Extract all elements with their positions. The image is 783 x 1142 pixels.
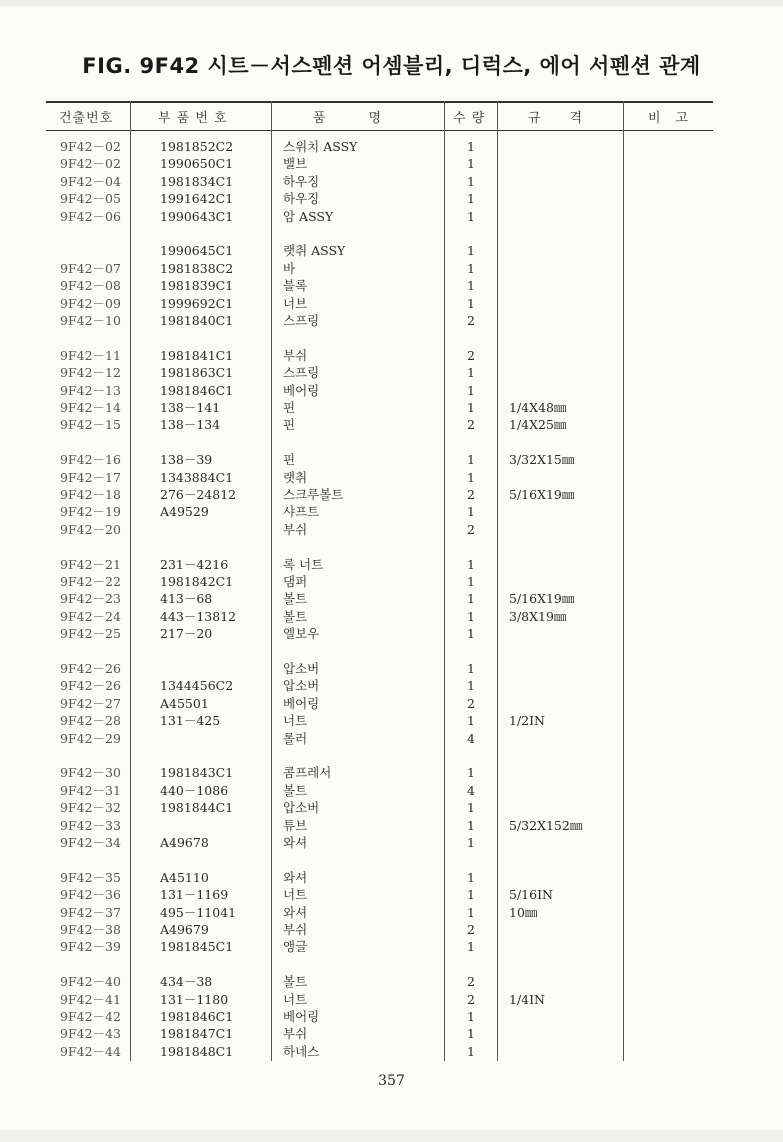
part-number-cell: A49678	[160, 835, 209, 850]
part-number-cell: 1981843C1	[160, 765, 234, 781]
figure-number-cell: 9F42－09	[60, 295, 121, 311]
part-name-cell: 바	[283, 260, 296, 276]
part-name-cell: 엘보우	[283, 626, 320, 642]
part-number-cell: 1981848C1	[160, 1043, 234, 1059]
part-number-cell: A49679	[160, 922, 209, 937]
quantity-cell: 2	[467, 487, 475, 502]
part-name-cell: 스크루볼트	[283, 487, 344, 502]
quantity-cell: 1	[467, 678, 475, 694]
quantity-cell: 1	[467, 904, 475, 920]
part-number-cell: 1981863C1	[160, 365, 234, 381]
figure-number-cell: 9F42－07	[60, 260, 121, 276]
part-name-cell: 부쉬	[283, 1026, 308, 1042]
spec-cell: 3/8X19㎜	[509, 608, 567, 624]
part-name-cell: 암 ASSY	[283, 208, 334, 224]
part-number-cell: 131－1169	[160, 887, 229, 903]
quantity-cell: 2	[467, 521, 475, 537]
part-name-cell: 랫취	[283, 469, 308, 485]
part-name-cell: 부쉬	[283, 922, 308, 937]
part-number-cell: 1344456C2	[160, 678, 234, 694]
part-number-cell: 131－425	[160, 713, 221, 729]
figure-number-cell: 9F42－38	[60, 922, 121, 937]
quantity-cell: 1	[467, 365, 475, 381]
quantity-cell: 2	[467, 922, 475, 937]
quantity-cell: 1	[467, 556, 475, 572]
part-number-cell: 1981842C1	[160, 574, 234, 589]
page-top-edge	[0, 0, 783, 6]
figure-number-cell: 9F42－11	[60, 347, 121, 363]
column-divider	[130, 101, 131, 1061]
figure-number-cell: 9F42－26	[60, 678, 121, 694]
part-number-cell: 138－39	[160, 452, 213, 468]
quantity-cell: 1	[467, 1043, 475, 1059]
part-number-cell: A49529	[160, 504, 209, 520]
figure-number-cell: 9F42－22	[60, 574, 121, 589]
part-number-cell: 1981846C1	[160, 382, 234, 398]
figure-number-cell: 9F42－14	[60, 400, 121, 415]
spec-cell: 5/16X19㎜	[509, 591, 575, 607]
figure-number-cell: 9F42－30	[60, 765, 121, 781]
part-number-cell: 1981846C1	[160, 1009, 234, 1024]
page-title: FIG. 9F42 시트－서스펜션 어셈블리, 디럭스, 에어 서펜션 관계	[82, 54, 701, 78]
part-number-cell: 131－1180	[160, 991, 229, 1007]
figure-number-cell: 9F42－13	[60, 382, 121, 398]
spec-cell: 10㎜	[509, 904, 538, 920]
header-quantity: 수 량	[453, 111, 486, 126]
spec-cell: 1/4IN	[509, 991, 545, 1007]
quantity-cell: 1	[467, 139, 475, 154]
part-name-cell: 너트	[283, 991, 308, 1007]
part-number-cell: 1990650C1	[160, 156, 234, 172]
spec-cell: 5/16X19㎜	[509, 487, 575, 502]
part-number-cell: 1981840C1	[160, 313, 234, 328]
part-name-cell: 블록	[283, 278, 308, 294]
page-bottom-edge	[0, 1130, 783, 1142]
figure-number-cell: 9F42－16	[60, 452, 121, 468]
quantity-cell: 1	[467, 661, 475, 676]
quantity-cell: 4	[467, 782, 475, 798]
part-name-cell: 콤프레서	[283, 765, 332, 781]
figure-number-cell: 9F42－32	[60, 800, 121, 816]
part-number-cell: 495－11041	[160, 904, 237, 920]
quantity-cell: 1	[467, 800, 475, 816]
figure-number-cell: 9F42－35	[60, 869, 121, 885]
quantity-cell: 1	[467, 243, 475, 259]
figure-number-cell: 9F42－27	[60, 695, 121, 711]
part-name-cell: 와셔	[283, 835, 308, 850]
header-remarks: 비 고	[648, 111, 690, 126]
part-number-cell: 1981838C2	[160, 260, 234, 276]
part-name-cell: 볼트	[283, 608, 308, 624]
part-name-cell: 베어링	[283, 695, 320, 711]
quantity-cell: 1	[467, 1009, 475, 1024]
figure-number-cell: 9F42－17	[60, 469, 121, 485]
part-name-cell: 롤러	[283, 730, 308, 746]
quantity-cell: 2	[467, 417, 475, 433]
part-name-cell: 록 너트	[283, 556, 324, 572]
part-name-cell: 샤프트	[283, 504, 320, 520]
part-number-cell: 1981852C2	[160, 139, 234, 154]
quantity-cell: 1	[467, 887, 475, 903]
part-number-cell: 231－4216	[160, 556, 229, 572]
part-number-cell: 1990643C1	[160, 208, 234, 224]
part-name-cell: 볼트	[283, 782, 308, 798]
part-name-cell: 베어링	[283, 1009, 320, 1024]
quantity-cell: 1	[467, 608, 475, 624]
part-name-cell: 댐퍼	[283, 574, 308, 589]
quantity-cell: 1	[467, 382, 475, 398]
quantity-cell: 2	[467, 695, 475, 711]
figure-number-cell: 9F42－42	[60, 1009, 121, 1024]
spec-cell: 1/4X48㎜	[509, 400, 567, 415]
quantity-cell: 1	[467, 295, 475, 311]
table-header-rule	[46, 130, 713, 131]
part-name-cell: 하우징	[283, 173, 320, 189]
part-name-cell: 스위치 ASSY	[283, 139, 358, 154]
part-number-cell: 138－141	[160, 400, 221, 415]
quantity-cell: 1	[467, 191, 475, 207]
figure-number-cell: 9F42－05	[60, 191, 121, 207]
part-number-cell: 440－1086	[160, 782, 229, 798]
figure-number-cell: 9F42－12	[60, 365, 121, 381]
quantity-cell: 1	[467, 278, 475, 294]
quantity-cell: 1	[467, 574, 475, 589]
part-name-cell: 하네스	[283, 1043, 320, 1059]
part-name-cell: 압소버	[283, 800, 320, 816]
figure-number-cell: 9F42－25	[60, 626, 121, 642]
part-name-cell: 부쉬	[283, 521, 308, 537]
figure-number-cell: 9F42－04	[60, 173, 121, 189]
part-number-cell: 1981845C1	[160, 939, 234, 955]
figure-number-cell: 9F42－26	[60, 661, 121, 676]
quantity-cell: 1	[467, 504, 475, 520]
quantity-cell: 1	[467, 400, 475, 415]
figure-number-cell: 9F42－02	[60, 156, 121, 172]
quantity-cell: 1	[467, 156, 475, 172]
part-name-cell: 스프링	[283, 313, 320, 328]
quantity-cell: 2	[467, 313, 475, 328]
quantity-cell: 2	[467, 991, 475, 1007]
spec-cell: 3/32X15㎜	[509, 452, 575, 468]
part-number-cell: 1981847C1	[160, 1026, 234, 1042]
part-number-cell: 1990645C1	[160, 243, 234, 259]
part-name-cell: 압소버	[283, 678, 320, 694]
figure-number-cell: 9F42－24	[60, 608, 121, 624]
figure-number-cell: 9F42－39	[60, 939, 121, 955]
figure-number-cell: 9F42－10	[60, 313, 121, 328]
part-name-cell: 볼트	[283, 591, 308, 607]
figure-number-cell: 9F42－28	[60, 713, 121, 729]
part-number-cell: 1343884C1	[160, 469, 234, 485]
quantity-cell: 2	[467, 974, 475, 990]
header-part-name: 품 명	[313, 111, 383, 126]
part-number-cell: 1981844C1	[160, 800, 234, 816]
figure-number-cell: 9F42－29	[60, 730, 121, 746]
figure-number-cell: 9F42－44	[60, 1043, 121, 1059]
figure-number-cell: 9F42－33	[60, 817, 121, 833]
column-divider	[623, 101, 624, 1061]
part-number-cell: 434－38	[160, 974, 213, 990]
quantity-cell: 1	[467, 173, 475, 189]
figure-number-cell: 9F42－23	[60, 591, 121, 607]
part-name-cell: 핀	[283, 452, 296, 468]
part-name-cell: 베어링	[283, 382, 320, 398]
quantity-cell: 1	[467, 817, 475, 833]
quantity-cell: 1	[467, 452, 475, 468]
part-name-cell: 스프링	[283, 365, 320, 381]
quantity-cell: 1	[467, 260, 475, 276]
spec-cell: 1/2IN	[509, 713, 545, 729]
header-figure-number: 건출번호	[59, 111, 114, 126]
part-name-cell: 앵글	[283, 939, 308, 955]
part-name-cell: 너트	[283, 887, 308, 903]
part-name-cell: 핀	[283, 400, 296, 415]
figure-number-cell: 9F42－37	[60, 904, 121, 920]
part-number-cell: 1981834C1	[160, 173, 234, 189]
part-number-cell: 1981841C1	[160, 347, 234, 363]
part-number-cell: 1991642C1	[160, 191, 234, 207]
part-name-cell: 부쉬	[283, 347, 308, 363]
spec-cell: 1/4X25㎜	[509, 417, 567, 433]
column-divider	[271, 101, 272, 1061]
quantity-cell: 1	[467, 713, 475, 729]
quantity-cell: 1	[467, 939, 475, 955]
quantity-cell: 1	[467, 835, 475, 850]
header-spec: 규 격	[528, 111, 584, 126]
part-name-cell: 밸브	[283, 156, 308, 172]
part-number-cell: 443－13812	[160, 608, 237, 624]
figure-number-cell: 9F42－06	[60, 208, 121, 224]
part-name-cell: 하우징	[283, 191, 320, 207]
column-divider	[444, 101, 445, 1061]
quantity-cell: 4	[467, 730, 475, 746]
figure-number-cell: 9F42－20	[60, 521, 121, 537]
spec-cell: 5/32X152㎜	[509, 817, 583, 833]
part-number-cell: 413－68	[160, 591, 213, 607]
part-name-cell: 랫취 ASSY	[283, 243, 346, 259]
quantity-cell: 1	[467, 626, 475, 642]
part-name-cell: 와셔	[283, 869, 308, 885]
figure-number-cell: 9F42－43	[60, 1026, 121, 1042]
part-name-cell: 튜브	[283, 817, 308, 833]
figure-number-cell: 9F42－41	[60, 991, 121, 1007]
part-name-cell: 압소버	[283, 661, 320, 676]
quantity-cell: 1	[467, 869, 475, 885]
part-name-cell: 너트	[283, 713, 308, 729]
figure-number-cell: 9F42－34	[60, 835, 121, 850]
part-name-cell: 와셔	[283, 904, 308, 920]
figure-number-cell: 9F42－21	[60, 556, 121, 572]
spec-cell: 5/16IN	[509, 887, 553, 903]
header-part-number: 부 품 번 호	[158, 111, 228, 126]
column-divider	[497, 101, 498, 1061]
quantity-cell: 1	[467, 208, 475, 224]
part-number-cell: 217－20	[160, 626, 213, 642]
part-number-cell: 138－134	[160, 417, 221, 433]
quantity-cell: 1	[467, 469, 475, 485]
figure-number-cell: 9F42－02	[60, 139, 121, 154]
part-name-cell: 핀	[283, 417, 296, 433]
part-name-cell: 볼트	[283, 974, 308, 990]
quantity-cell: 1	[467, 1026, 475, 1042]
figure-number-cell: 9F42－31	[60, 782, 121, 798]
part-number-cell: 1981839C1	[160, 278, 234, 294]
figure-number-cell: 9F42－19	[60, 504, 121, 520]
figure-number-cell: 9F42－15	[60, 417, 121, 433]
figure-number-cell: 9F42－36	[60, 887, 121, 903]
page-number: 357	[378, 1073, 405, 1089]
quantity-cell: 1	[467, 765, 475, 781]
part-name-cell: 너브	[283, 295, 308, 311]
figure-number-cell: 9F42－08	[60, 278, 121, 294]
quantity-cell: 2	[467, 347, 475, 363]
part-number-cell: 276－24812	[160, 487, 237, 502]
table-top-rule	[46, 101, 713, 103]
part-number-cell: 1999692C1	[160, 295, 234, 311]
part-number-cell: A45110	[160, 869, 209, 885]
part-number-cell: A45501	[160, 695, 209, 711]
figure-number-cell: 9F42－18	[60, 487, 121, 502]
figure-number-cell: 9F42－40	[60, 974, 121, 990]
quantity-cell: 1	[467, 591, 475, 607]
